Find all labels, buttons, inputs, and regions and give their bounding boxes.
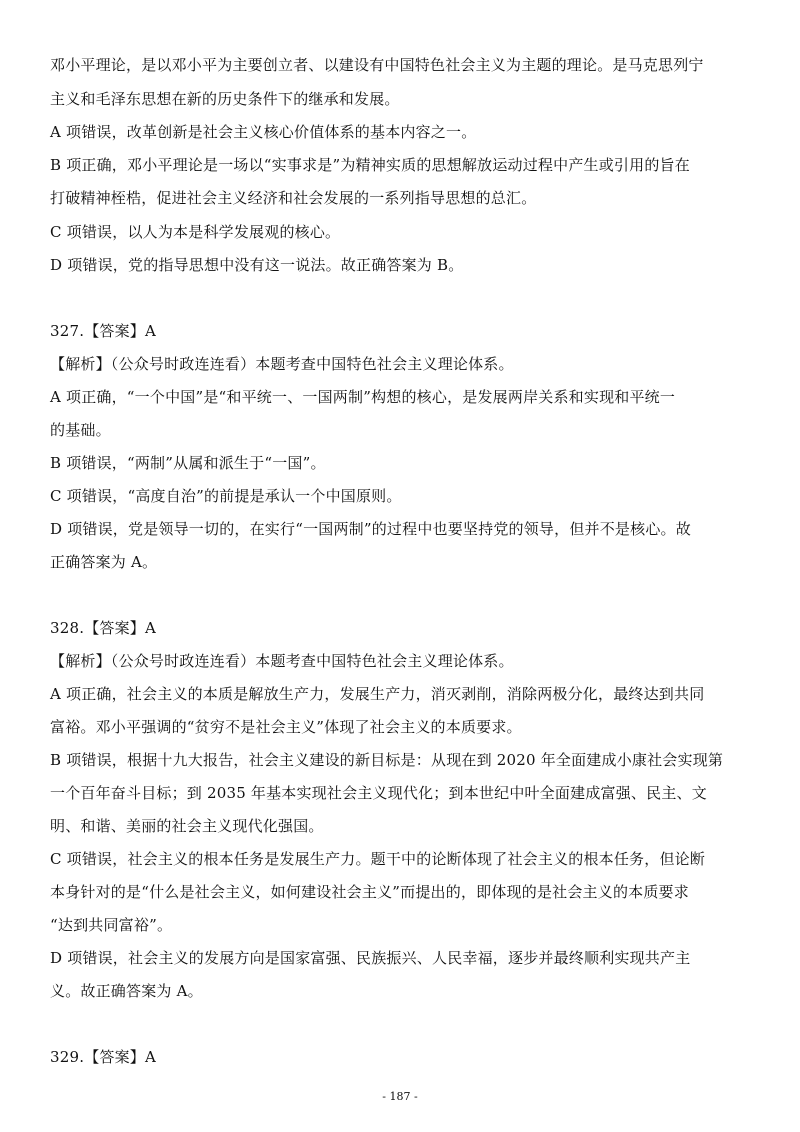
text-line: A 项正确，社会主义的本质是解放生产力，发展生产力，消灭剥削，消除两极分化，最终达到共同	[50, 685, 705, 703]
text-line: 的基础。	[50, 421, 111, 439]
text-line: 正确答案为 A。	[50, 553, 158, 571]
answer-heading-329: 329.【答案】A	[50, 1048, 157, 1066]
text-line: 邓小平理论，是以邓小平为主要创立者、以建设有中国特色社会主义为主题的理论。是马克思列宁	[50, 56, 704, 74]
text-line: C 项错误，“高度自治”的前提是承认一个中国原则。	[50, 487, 402, 505]
text-line: 富裕。邓小平强调的“贫穷不是社会主义”体现了社会主义的本质要求。	[50, 718, 522, 736]
analysis-heading: 【解析】（公众号时政连连看）本题考查中国特色社会主义理论体系。	[50, 355, 514, 373]
text-line: “达到共同富裕”。	[50, 916, 173, 934]
text-line: B 项正确，邓小平理论是一场以“实事求是”为精神实质的思想解放运动过程中产生或引用的旨在	[50, 156, 690, 174]
page-number: - 187 -	[382, 1090, 418, 1103]
text-line: 主义和毛泽东思想在新的历史条件下的继承和发展。	[50, 90, 400, 108]
text-line: B 项错误，根据十九大报告，社会主义建设的新目标是：从现在到 2020 年全面建成小康社会实现第	[50, 751, 724, 769]
text-line: A 项错误，改革创新是社会主义核心价值体系的基本内容之一。	[50, 123, 477, 141]
text-line: D 项错误，党是领导一切的，在实行“一国两制”的过程中也要坚持党的领导，但并不是核心。故	[50, 520, 691, 538]
answer-heading-327: 327.【答案】A	[50, 322, 157, 340]
text-line: D 项错误，社会主义的发展方向是国家富强、民族振兴、人民幸福，逐步并最终顺利实现共产主	[50, 949, 691, 967]
analysis-heading: 【解析】（公众号时政连连看）本题考查中国特色社会主义理论体系。	[50, 652, 514, 670]
text-line: 打破精神桎梏，促进社会主义经济和社会发展的一系列指导思想的总汇。	[50, 189, 537, 207]
text-line: A 项正确，“一个中国”是“和平统一、一国两制”构想的核心，是发展两岸关系和实现和平统一	[50, 388, 676, 406]
text-line: B 项错误，“两制”从属和派生于“一国”。	[50, 454, 326, 472]
text-line: D 项错误，党的指导思想中没有这一说法。故正确答案为 B。	[50, 256, 464, 274]
text-line: 一个百年奋斗目标；到 2035 年基本实现社会主义现代化；到本世纪中叶全面建成富强、民主、文	[50, 784, 707, 802]
text-line: C 项错误，社会主义的根本任务是发展生产力。题干中的论断体现了社会主义的根本任务，但论断	[50, 850, 706, 868]
text-line: 明、和谐、美丽的社会主义现代化强国。	[50, 817, 324, 835]
text-line: 本身针对的是“什么是社会主义，如何建设社会主义”而提出的，即体现的是社会主义的本质要求	[50, 883, 689, 901]
text-line: 义。故正确答案为 A。	[50, 982, 203, 1000]
text-line: C 项错误，以人为本是科学发展观的核心。	[50, 223, 341, 241]
answer-heading-328: 328.【答案】A	[50, 619, 157, 637]
